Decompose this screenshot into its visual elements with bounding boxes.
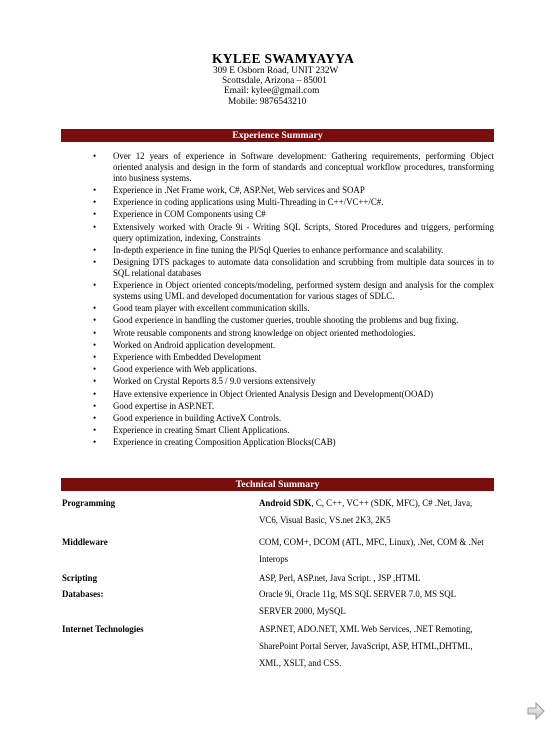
tech-label: Scripting bbox=[62, 573, 98, 583]
tech-value: ASP.NET, ADO.NET, XML Web Services, .NET Remoting, SharePoint Portal Server, JavaScript, ASP, HTML,DHTML, XML, XSLT, and CSS. bbox=[259, 624, 473, 668]
tech-label: Databases: bbox=[62, 589, 104, 599]
resume-header bbox=[180, 51, 380, 107]
list-item: • Extensively worked with Oracle 9i - Writing SQL Scripts, Stored Procedures and triggers, performing query optimization, indexing, Constraints bbox=[84, 222, 494, 244]
list-item: • Experience in COM Components using C# bbox=[84, 209, 494, 220]
tech-value: ASP, Perl, ASP.net, Java Script. , JSP ,HTML bbox=[259, 573, 421, 583]
list-item: • Experience in creating Smart Client Applications. bbox=[84, 425, 494, 436]
tech-value: Oracle 9i, Oracle 11g, MS SQL SERVER 7.0, MS SQL SERVER 2000, MySQL bbox=[259, 589, 456, 616]
list-item: • Wrote reusable components and strong knowledge on object oriented methodologies. bbox=[84, 328, 494, 339]
tech-row-internet-technologies bbox=[62, 621, 494, 673]
list-item: • Over 12 years of experience in Software development: Gathering requirements, performing Object oriented analysis and design in the form of standards and conceptual workflow procedures, transforming into business systems. bbox=[84, 151, 494, 184]
list-item: • Good experience in building ActiveX Controls. bbox=[84, 413, 494, 424]
list-item: • Worked on Crystal Reports 8.5 / 9.0 versions extensively bbox=[84, 376, 494, 387]
tech-value-text: , C, C++, VC++ (SDK, MFC), C# .Net, Java, VC6, Visual Basic, VS.net 2K3, 2K5 bbox=[259, 498, 473, 525]
address-line-1: 309 E Osborn Road, UNIT 232W bbox=[213, 66, 339, 76]
list-item: • In-depth experience in fine tuning the Pl/Sql Queries to enhance performance and scalability. bbox=[84, 245, 494, 256]
tech-value-bold: Android SDK bbox=[259, 498, 312, 508]
list-item: • Good expertise in ASP.NET. bbox=[84, 401, 494, 412]
technical-summary-heading: Technical Summary bbox=[61, 478, 494, 491]
email: Email: kylee@gmail.com bbox=[224, 86, 320, 97]
experience-summary-heading: Experience Summary bbox=[61, 129, 494, 142]
list-item: • Designing DTS packages to automate data consolidation and scrubbing from multiple data sources in to SQL relational databases bbox=[84, 257, 494, 279]
tech-label: Internet Technologies bbox=[62, 624, 144, 634]
list-item: • Worked on Android application development. bbox=[84, 340, 494, 351]
list-item: • Experience in coding applications using Multi-Threading in C++/VC++/C#. bbox=[84, 197, 494, 208]
tech-label: Middleware bbox=[62, 537, 108, 547]
tech-row-databases bbox=[62, 586, 494, 621]
list-item: • Good experience with Web applications. bbox=[84, 364, 494, 375]
tech-row-middleware bbox=[62, 534, 494, 570]
tech-row-programming bbox=[62, 495, 494, 534]
list-item: • Experience in Object oriented concepts/modeling, performed system design and analysis for the complex systems using UML and developed documentation for various stages of SDLC. bbox=[84, 280, 494, 302]
mobile: Mobile: 9876543210 bbox=[228, 96, 307, 107]
list-item: • Experience in .Net Frame work, C#, ASP.Net, Web services and SOAP bbox=[84, 185, 494, 196]
next-arrow-icon[interactable] bbox=[526, 701, 546, 721]
list-item: • Good experience in handling the customer queries, trouble shooting the problems and bug fixing. bbox=[84, 315, 494, 326]
list-item: • Good team player with excellent communication skills. bbox=[84, 303, 494, 314]
list-item: • Experience in creating Composition Application Blocks(CAB) bbox=[84, 437, 494, 448]
tech-label: Programming bbox=[62, 498, 116, 508]
technical-summary-table bbox=[62, 495, 494, 673]
list-item: • Experience with Embedded Development bbox=[84, 352, 494, 363]
tech-value: COM, COM+, DCOM (ATL, MFC, Linux), .Net, COM & .Net Interops bbox=[259, 537, 484, 564]
tech-row-scripting bbox=[62, 570, 494, 586]
address-line-2: Scottsdale, Arizona – 85001 bbox=[222, 76, 327, 87]
experience-list bbox=[84, 151, 494, 450]
tech-value bbox=[259, 495, 491, 534]
candidate-name: KYLEE SWAMYAYYA bbox=[212, 51, 355, 66]
list-item: • Have extensive experience in Object Oriented Analysis Design and Development(OOAD) bbox=[84, 389, 494, 400]
